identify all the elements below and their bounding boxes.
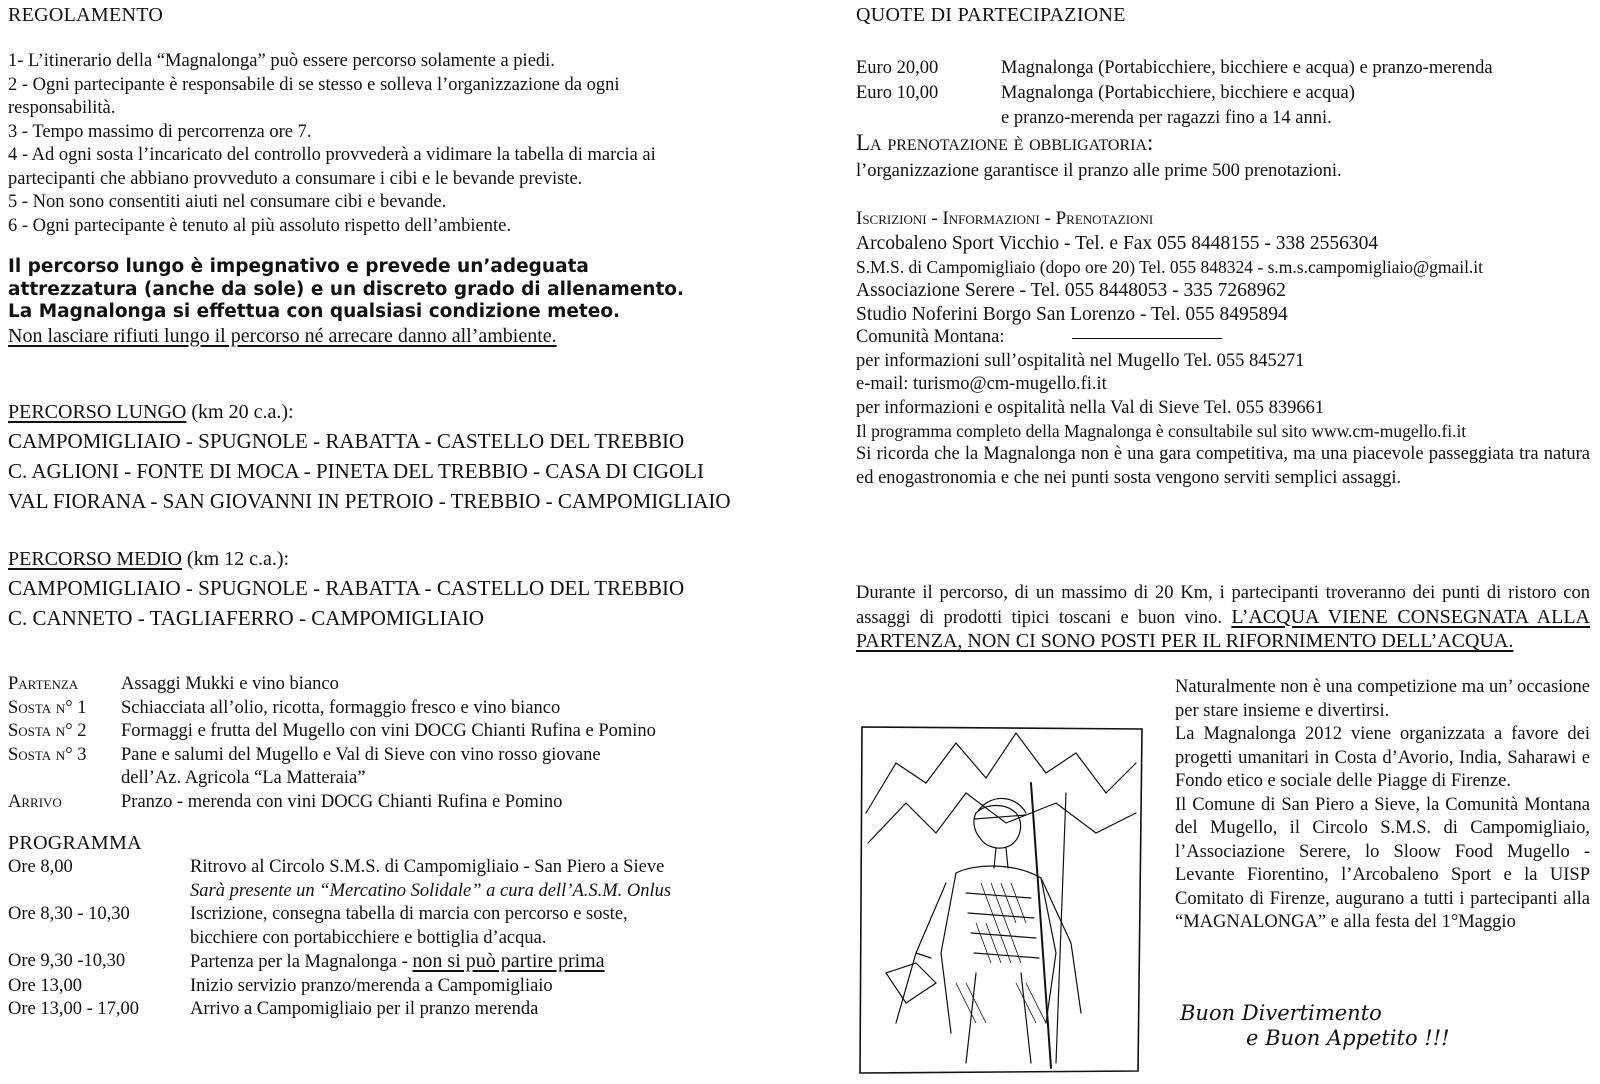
contact-line: e-mail: turismo@cm-mugello.fi.it (856, 374, 1107, 394)
stop-label: Sosta n° 1 (8, 697, 87, 718)
programma-row (8, 880, 768, 904)
rule-item: 1- L’itinerario della “Magnalonga” può essere percorso solamente a piedi. (8, 51, 555, 71)
side-paragraph: La Magnalonga 2012 viene organizzata a favore dei progetti umanitari in Costa d’Avorio, India, Saharawi e Fondo etico e sociale delle Piagge di Firenze. (1175, 724, 1590, 791)
programma-time: Ore 8,00 (8, 857, 73, 877)
percorso-lungo (8, 398, 788, 516)
stop-text: Pane e salumi del Mugello e Val di Sieve con vino rosso giovane (121, 744, 601, 765)
route-line: CAMPOMIGLIAIO - SPUGNOLE - RABATTA - CASTELLO DEL TREBBIO (8, 429, 685, 453)
divider-line (1072, 338, 1222, 339)
rule-item: 5 - Non sono consentiti aiuti nel consumare cibi e bevande. (8, 192, 447, 212)
contact-line: Studio Noferini Borgo San Lorenzo - Tel. 055 8495894 (856, 303, 1288, 325)
quote-text: Magnalonga (Portabicchiere, bicchiere e acqua) (1001, 83, 1355, 103)
contact-line: Arcobaleno Sport Vicchio - Tel. e Fax 055 8448155 - 338 2556304 (856, 233, 1379, 254)
programma-time: Ore 8,30 - 10,30 (8, 904, 130, 924)
quote-text: e pranzo-merenda per ragazzi fino a 14 anni. (1001, 108, 1332, 128)
stop-text: Formaggi e frutta del Mugello con vini DOCG Chianti Rufina e Pomino (121, 721, 656, 741)
contact-line: per informazioni e ospitalità nella Val di Sieve Tel. 055 839661 (856, 397, 1325, 418)
stop-text: Schiacciata all’olio, ricotta, formaggio fresco e vino bianco (121, 697, 561, 718)
programma-row (8, 998, 768, 1022)
rule-item: 2 - Ogni partecipante è responsabile di se stesso e solleva l’organizzazione da ogni responsabilità. (8, 74, 620, 118)
stop-row (8, 767, 768, 791)
stop-label: Sosta n° 3 (8, 744, 87, 765)
contact-line: Associazione Serere - Tel. 055 8448053 - 335 7268962 (856, 280, 1286, 301)
durante-text: Durante il percorso, di un massimo di 20 Km, i partecipanti troveranno dei punti di ristoro con assaggi di prodotti tipici toscani e buon vino. (856, 583, 1590, 628)
ricorda-text: Si ricorda che la Magnalonga non è una gara competitiva, ma una piacevole passeggiata tra natura ed enogastronomia e che nei punti sosta vengono serviti semplici assaggi. (856, 444, 1590, 488)
hiker-sketch-illustration (856, 723, 1144, 1075)
warning-line: attrezzatura (anche da sole) e un discreto grado di allenamento. (8, 278, 685, 300)
warning-line: Il percorso lungo è impegnativo e prevede un’adeguata (8, 256, 589, 277)
quote-price: Euro 20,00 (856, 58, 939, 78)
programma-list (8, 856, 768, 1022)
stop-row (8, 791, 768, 815)
contact-line: per informazioni sull’ospitalità nel Mugello Tel. 055 845271 (856, 350, 1305, 371)
programma-row (8, 903, 768, 927)
contact-line: Comunità Montana: (856, 327, 1005, 347)
regolamento-title: REGOLAMENTO (8, 4, 164, 26)
quote-title: QUOTE DI PARTECIPAZIONE (856, 4, 1126, 26)
durante-paragraph (856, 582, 1590, 655)
stop-text: Pranzo - merenda con vini DOCG Chianti Rufina e Pomino (121, 791, 563, 812)
programma-title: PROGRAMMA (8, 832, 142, 854)
programma-row (8, 927, 768, 951)
percorso-lungo-note: (km 20 c.a.): (186, 401, 294, 423)
closing-line-2: e Buon Appetito !!! (1246, 1026, 1450, 1050)
contact-line: S.M.S. di Campomigliaio (dopo ore 20) Tel. 055 848324 - s.m.s.campomigliaio@gmail.it (856, 256, 1484, 277)
stop-row (8, 697, 768, 721)
warning-underlined: Non lasciare rifiuti lungo il percorso né arrecare danno all’ambiente. (8, 324, 557, 347)
quote-row (856, 56, 1590, 81)
quote-text: Magnalonga (Portabicchiere, bicchiere e acqua) e pranzo-merenda (1001, 58, 1493, 78)
rule-item: 6 - Ogni partecipante è tenuto al più assoluto rispetto dell’ambiente. (8, 215, 511, 236)
programma-text: Inizio servizio pranzo/merenda a Campomigliaio (190, 975, 553, 996)
programma-time: Ore 13,00 - 17,00 (8, 999, 140, 1019)
stop-label: Sosta n° 2 (8, 721, 87, 741)
contacts-list (856, 232, 1590, 444)
stop-row (8, 720, 768, 744)
contact-line: Il programma completo della Magnalonga è consultabile sul sito www.cm-mugello.fi.it (856, 421, 1467, 441)
programma-text: Iscrizione, consegna tabella di marcia con percorso e soste, (190, 904, 628, 924)
stop-label: Partenza (8, 674, 79, 694)
quote-list (856, 56, 1590, 131)
percorso-medio-title: PERCORSO MEDIO (8, 548, 182, 570)
prenotazione-title: La prenotazione è obbligatoria: (856, 130, 1154, 155)
warning-line: La Magnalonga si effettua con qualsiasi condizione meteo. (8, 301, 621, 322)
programma-row (8, 856, 768, 880)
rule-item: 4 - Ad ogni sosta l’incaricato del controllo provvederà a vidimare la tabella di marcia ai partecipanti che abbiano provveduto a consumare i cibi e le bevande previste. (8, 145, 656, 189)
percorso-lungo-title: PERCORSO LUNGO (8, 401, 187, 423)
route-line: VAL FIORANA - SAN GIOVANNI IN PETROIO - TREBBIO - CAMPOMIGLIAIO (8, 489, 731, 513)
iscrizioni-title: Iscrizioni - Informazioni - Prenotazioni (856, 208, 1154, 229)
stops-list (8, 673, 768, 814)
programma-row (8, 975, 768, 999)
percorso-medio (8, 545, 788, 633)
closing-line-1: Buon Divertimento (1180, 1001, 1382, 1025)
side-paragraph: Il Comune di San Piero a Sieve, la Comunità Montana del Mugello, il Circolo S.M.S. di Campomigliaio, l’Associazione Serere, lo Sloow Food Mugello - Levante Fiorentino, l’Arcobaleno Sport e la UISP Comitato di Firenze, augurano a tutti i partecipanti alla “MAGNALONGA” e alla festa del 1°Maggio (1175, 794, 1590, 932)
stop-text: dell’Az. Agricola “La Matteraia” (121, 768, 366, 788)
prenotazione-text: l’organizzazione garantisce il pranzo alle prime 500 prenotazioni. (856, 161, 1342, 181)
route-line: CAMPOMIGLIAIO - SPUGNOLE - RABATTA - CASTELLO DEL TREBBIO (8, 576, 685, 600)
programma-time: Ore 9,30 -10,30 (8, 951, 126, 971)
side-paragraphs (1175, 676, 1590, 935)
programma-text: bicchiere con portabicchiere e bottiglia d’acqua. (190, 927, 547, 948)
programma-text: Ritrovo al Circolo S.M.S. di Campomigliaio - San Piero a Sieve (190, 857, 665, 877)
route-line: C. CANNETO - TAGLIAFERRO - CAMPOMIGLIAIO (8, 606, 484, 630)
warning-block (8, 256, 788, 348)
quote-row (856, 106, 1590, 131)
stop-row (8, 673, 768, 697)
stop-label: Arrivo (8, 791, 62, 812)
programma-emphasis: non si può partire prima (412, 950, 605, 972)
stop-row (8, 744, 768, 768)
durante-underlined: L’ACQUA VIENE CONSEGNATA ALLA PARTENZA, NON CI SONO POSTI PER IL RIFORNIMENTO DELL’ACQUA. (856, 605, 1590, 652)
programma-note: Sarà presente un “Mercatino Solidale” a cura dell’A.S.M. Onlus (190, 880, 672, 901)
stop-text: Assaggi Mukki e vino bianco (121, 674, 339, 694)
programma-time: Ore 13,00 (8, 975, 82, 996)
rules-list (8, 50, 728, 238)
programma-text: Arrivo a Campomigliaio per il pranzo merenda (190, 999, 539, 1019)
rule-item: 3 - Tempo massimo di percorrenza ore 7. (8, 121, 312, 142)
route-line: C. AGLIONI - FONTE DI MOCA - PINETA DEL TREBBIO - CASA DI CIGOLI (8, 459, 704, 483)
programma-text: Partenza per la Magnalonga - (190, 952, 413, 972)
percorso-medio-note: (km 12 c.a.): (181, 548, 290, 570)
quote-row (856, 81, 1590, 106)
programma-row (8, 950, 768, 975)
stop-label (8, 767, 121, 791)
side-paragraph: Naturalmente non è una competizione ma un’ occasione per stare insieme e divertirsi. (1175, 677, 1590, 721)
quote-price: Euro 10,00 (856, 83, 939, 103)
